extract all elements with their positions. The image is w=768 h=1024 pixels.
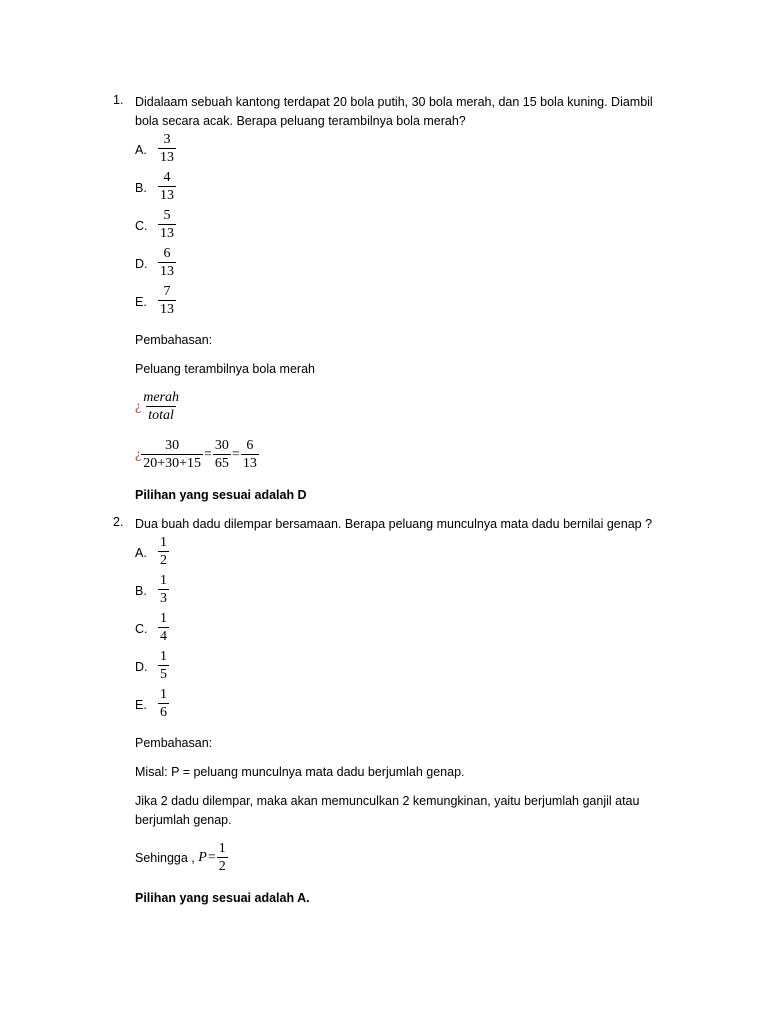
- numerator: 1: [160, 573, 167, 588]
- option-fraction: [158, 131, 176, 166]
- denominator: 3: [160, 591, 167, 606]
- answer-text: Pilihan yang sesuai adalah D: [135, 488, 307, 502]
- answer-text: Pilihan yang sesuai adalah A.: [135, 891, 310, 905]
- discussion-text: Jika 2 dadu dilempar, maka akan memunculkan 2 kemungkinan, yaitu berjumlah ganjil atau berjumlah genap.: [135, 794, 640, 827]
- option-fraction: [158, 169, 176, 204]
- formula-prefix: ¿: [135, 398, 142, 414]
- formula-fraction-2: [213, 437, 231, 472]
- numerator: 4: [163, 170, 171, 185]
- discussion-text: Peluang terambilnya bola merah: [135, 362, 315, 376]
- option-fraction: [158, 207, 176, 242]
- denominator: 13: [160, 188, 174, 203]
- formula-prefix: ¿: [135, 446, 142, 462]
- variable: P: [198, 849, 207, 865]
- equals-sign: =: [207, 849, 216, 865]
- question-text: Didalaam sebuah kantong terdapat 20 bola putih, 30 bola merah, dan 15 bola kuning. Diambil bola secara acak. Berapa peluang terambilnya bola merah?: [135, 95, 653, 128]
- numerator: 1: [160, 535, 167, 550]
- denominator: 65: [214, 456, 229, 471]
- question-number: 1.: [113, 93, 124, 107]
- option-fraction: [158, 534, 169, 569]
- question-text: Dua buah dadu dilempar bersamaan. Berapa peluang munculnya mata dadu bernilai genap ?: [135, 517, 653, 531]
- denominator: 13: [160, 302, 174, 317]
- equals-sign: =: [204, 446, 212, 462]
- numerator: 30: [165, 438, 180, 453]
- discussion-label: Pembahasan:: [135, 736, 213, 750]
- option-letter: C.: [135, 622, 148, 636]
- question-number: 2.: [113, 515, 124, 529]
- option-fraction: [158, 686, 169, 721]
- denominator: 13: [160, 226, 174, 241]
- formula-calculation: [135, 437, 259, 472]
- denominator: 2: [218, 859, 226, 874]
- option-fraction: [158, 572, 169, 607]
- denominator: 20+30+15: [143, 456, 202, 471]
- numerator: 6: [246, 438, 254, 453]
- numerator: 1: [160, 687, 167, 702]
- option-fraction: [158, 245, 176, 280]
- discussion-label: Pembahasan:: [135, 333, 213, 347]
- option-letter: C.: [135, 219, 148, 233]
- equals-sign: =: [231, 446, 240, 462]
- option-letter: B.: [135, 584, 147, 598]
- numerator: 1: [160, 649, 167, 664]
- option-letter: E.: [135, 295, 147, 309]
- numerator: 1: [218, 841, 226, 856]
- option-letter: B.: [135, 181, 147, 195]
- numerator: 3: [163, 132, 171, 147]
- formula-conclusion: [135, 840, 228, 875]
- denominator: 2: [160, 553, 167, 568]
- formula-ratio: [135, 389, 181, 424]
- denominator: 13: [160, 264, 174, 279]
- option-fraction: [158, 610, 169, 645]
- numerator: 6: [163, 246, 171, 261]
- formula-fraction-3: [241, 437, 259, 472]
- denominator: 4: [160, 629, 167, 644]
- denominator: total: [148, 408, 174, 423]
- denominator: 5: [160, 667, 167, 682]
- option-letter: A.: [135, 143, 147, 157]
- numerator: 7: [163, 284, 171, 299]
- option-fraction: [158, 283, 176, 318]
- formula-fraction-1: [141, 437, 203, 472]
- numerator: 5: [163, 208, 171, 223]
- denominator: 13: [160, 150, 174, 165]
- formula-prefix: Sehingga ,: [135, 850, 199, 865]
- option-letter: A.: [135, 546, 147, 560]
- denominator: 13: [242, 456, 257, 471]
- formula-fraction: [141, 389, 181, 424]
- numerator: merah: [143, 390, 179, 405]
- denominator: 6: [160, 705, 167, 720]
- option-letter: E.: [135, 698, 147, 712]
- option-letter: D.: [135, 257, 148, 271]
- option-fraction: [158, 648, 169, 683]
- formula-fraction: [217, 840, 228, 875]
- discussion-text: Misal: P = peluang munculnya mata dadu berjumlah genap.: [135, 765, 465, 779]
- numerator: 1: [160, 611, 167, 626]
- option-letter: D.: [135, 660, 148, 674]
- numerator: 30: [214, 438, 229, 453]
